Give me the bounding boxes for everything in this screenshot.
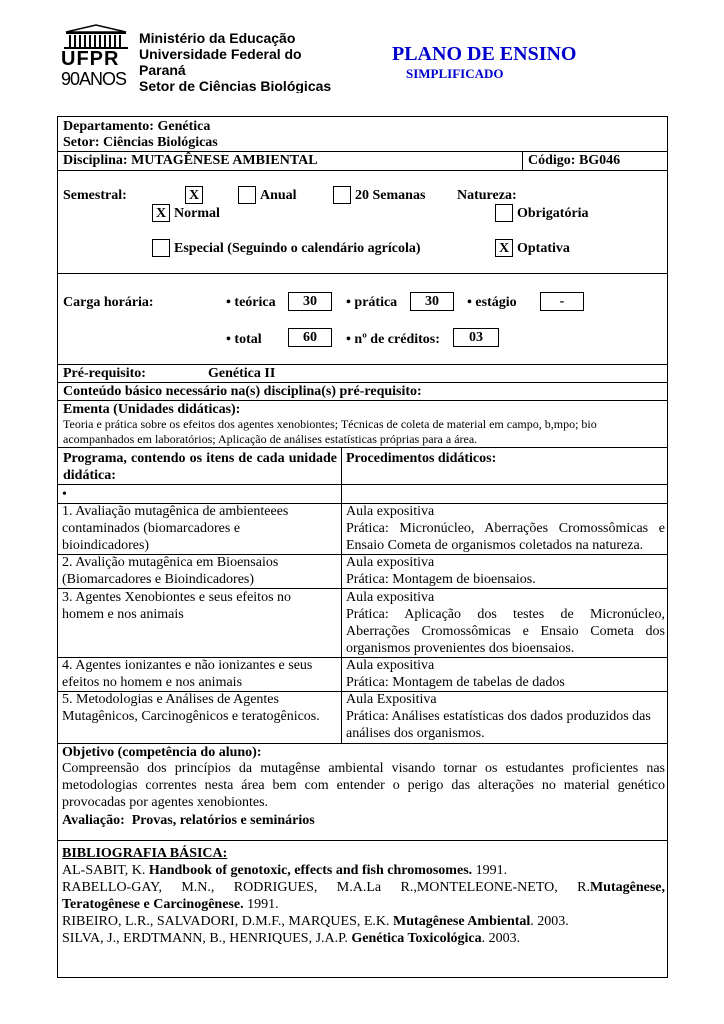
procedimentos-header: Procedimentos didáticos:: [346, 451, 497, 466]
procedimento-item-3: Aula expositiva Prática: Aplicação dos testes de Micronúcleo, Aberrações Cromossômicas e Ensaio Cometa dos organismos provenientes dos bioensaios.: [346, 590, 665, 656]
anual-label: Anual: [260, 188, 297, 203]
programa-item-5: 5. Metodologias e Análises de Agentes Mutagênicos, Carcinogênicos e teratogênicos.: [62, 692, 320, 724]
teorica-value[interactable]: 30: [288, 292, 332, 311]
objetivo-label: Objetivo (competência do aluno):: [62, 745, 262, 760]
ufpr-logo: [60, 24, 132, 90]
programa-header: Programa, contendo os itens de cada unidade didática:: [63, 451, 337, 483]
semestral-label: Semestral:: [63, 188, 127, 203]
bib-ref: AL-SABIT, K. Handbook of genotoxic, effects and fish chromosomes. 1991.: [62, 863, 508, 878]
ementa-line: acompanhados em laboratórios; Aplicação de análises estatísticas próprias para a área.: [63, 432, 478, 446]
bib-ref: Teratogênese e Carcinogênese. 1991.: [62, 897, 279, 912]
programa-item-4: 4. Agentes ionizantes e não ionizantes e seus efeitos no homem e nos animais: [62, 658, 313, 690]
bib-ref: SILVA, J., ERDTMANN, B., HENRIQUES, J.A.P. Genética Toxicológica. 2003.: [62, 931, 521, 946]
carga-label: Carga horária:: [63, 295, 154, 310]
page-title: PLANO DE ENSINO: [392, 43, 577, 65]
optativa-checkbox[interactable]: X: [495, 239, 513, 257]
anual-checkbox[interactable]: [238, 186, 256, 204]
prereq-value: Genética II: [208, 366, 276, 381]
procedimento-item-1: Aula expositiva Prática: Micronúcleo, Aberrações Cromossômicas e Ensaio Cometa de organismos coletados na natureza.: [346, 504, 665, 553]
logo-text: UFPR: [61, 48, 120, 70]
obrigatoria-label: Obrigatória: [517, 206, 589, 221]
natureza-label: Natureza:: [457, 188, 517, 203]
total-value[interactable]: 60: [288, 328, 332, 347]
objetivo-text: Compreensão dos princípios da mutagênse ambiental visando tornar os estudantes proficientes nas metodologias correntes nesta área bem com entender o perigo das alterações no material genético provocadas por agentes xenobiontes.: [62, 761, 665, 810]
bullet-row: •: [62, 487, 67, 502]
bibliografia-list: [62, 862, 665, 947]
programa-item-3: 3. Agentes Xenobiontes e seus efeitos no homem e nos animais: [62, 590, 292, 622]
semanas-checkbox[interactable]: [333, 186, 351, 204]
institution-line: Paraná: [139, 62, 186, 78]
programa-item-1: 1. Avaliação mutagênica de ambienteees contaminados (biomarcadores e bioindicadores): [62, 504, 289, 553]
creditos-label: • nº de créditos:: [346, 332, 440, 347]
ementa-label: Ementa (Unidades didáticas):: [63, 402, 241, 417]
setor: Setor: Ciências Biológicas: [63, 135, 218, 150]
optativa-label: Optativa: [517, 241, 570, 256]
creditos-value[interactable]: 03: [453, 328, 499, 347]
total-label: • total: [226, 332, 262, 347]
especial-checkbox[interactable]: [152, 239, 170, 257]
programa-item-2: 2. Avalição mutagênica em Bioensaios (Biomarcadores e Bioindicadores): [62, 555, 279, 587]
institution-line: Universidade Federal do: [139, 46, 302, 62]
estagio-label: • estágio: [467, 295, 517, 310]
especial-label: Especial (Seguindo o calendário agrícola): [174, 241, 421, 256]
codigo: Código: BG046: [528, 153, 621, 168]
institution-block: [139, 30, 331, 93]
disciplina: Disciplina: MUTAGÊNESE AMBIENTAL: [63, 153, 318, 168]
ementa-line: Teoria e prática sobre os efeitos dos agentes xenobiontes; Técnicas de coleta de material em campo, b,mpo; bio: [63, 417, 597, 431]
institution-line: Setor de Ciências Biológicas: [139, 78, 332, 93]
normal-checkbox[interactable]: X: [152, 204, 170, 222]
pratica-label: • prática: [346, 295, 398, 310]
teorica-label: • teórica: [226, 295, 276, 310]
semanas-label: 20 Semanas: [355, 188, 426, 203]
departamento: Departamento: Genética: [63, 119, 211, 134]
prereq-label: Pré-requisito:: [63, 366, 146, 381]
logo-years: 90ANOS: [61, 69, 127, 89]
normal-label: Normal: [174, 206, 220, 221]
ufpr-building-icon: [60, 24, 132, 50]
semestral-checkbox[interactable]: X: [185, 186, 203, 204]
conteudo-basico: Conteúdo básico necessário na(s) disciplina(s) pré-requisito:: [63, 384, 422, 399]
pratica-value[interactable]: 30: [410, 292, 454, 311]
avaliacao: Avaliação: Provas, relatórios e seminários: [62, 813, 315, 828]
procedimento-item-5: Aula Expositiva Prática: Análises estatísticas dos dados produzidos das análises dos organismos.: [346, 692, 651, 741]
bibliografia-label: BIBLIOGRAFIA BÁSICA:: [62, 846, 228, 861]
procedimento-item-4: Aula expositiva Prática: Montagem de tabelas de dados: [346, 658, 565, 690]
obrigatoria-checkbox[interactable]: [495, 204, 513, 222]
bib-ref: RABELLO-GAY, M.N., RODRIGUES, M.A.La R.,MONTELEONE-NETO, R.Mutagênese,: [62, 880, 665, 895]
institution-line: Ministério da Educação: [139, 30, 296, 46]
procedimento-item-2: Aula expositiva Prática: Montagem de bioensaios.: [346, 555, 536, 587]
estagio-value[interactable]: -: [540, 292, 584, 311]
page-subtitle: SIMPLIFICADO: [406, 66, 504, 81]
bib-ref: RIBEIRO, L.R., SALVADORI, D.M.F., MARQUES, E.K. Mutagênese Ambiental. 2003.: [62, 914, 569, 929]
